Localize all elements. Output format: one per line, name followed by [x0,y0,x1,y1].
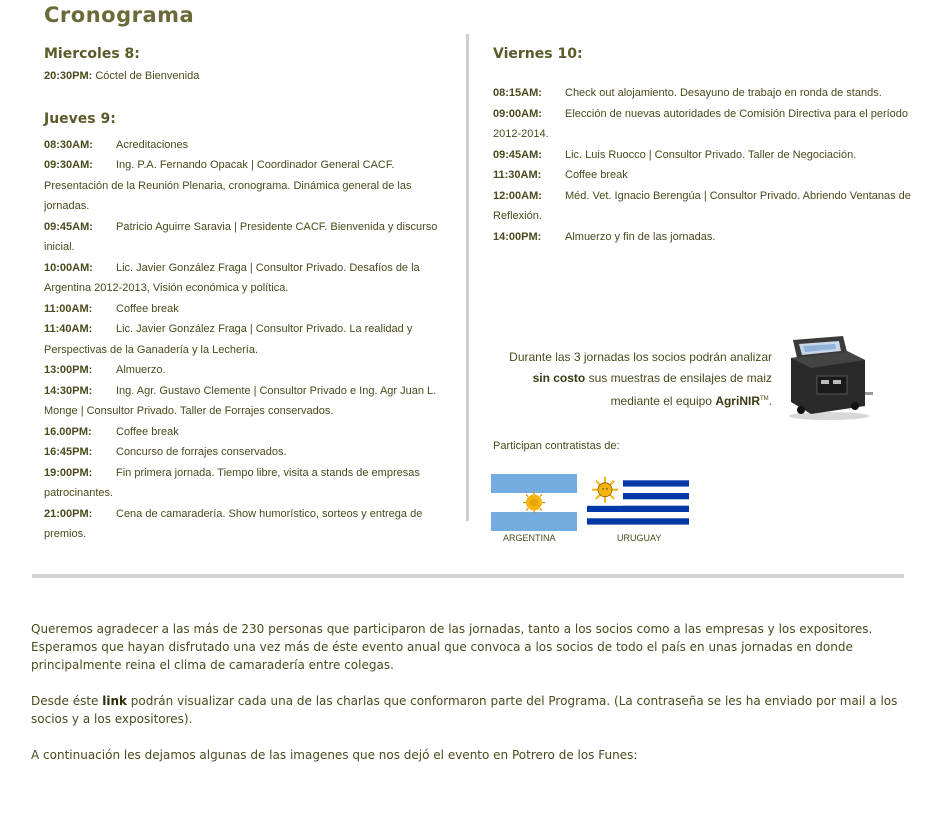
promo-bold-free: sin costo [532,371,586,385]
entry-time: 13:00PM: [44,364,93,376]
promo-end: . [768,394,772,408]
promo-text-1: Durante las 3 jornadas los socios podrán analizar [509,350,772,364]
schedule-entry [493,145,923,166]
trademark-mark: TM [759,396,769,402]
entry-text: Patricio Aguirre Saravia | Presidente CACF. Bienvenida y discurso inicial. [44,220,438,253]
entry-time: 09:45AM: [493,148,542,161]
entry-text: Check out alojamiento. Desayuno de trabajo en ronda de stands. [565,87,882,99]
agrinir-promo-text [490,347,772,412]
entry-text: Ing. Agr. Gustavo Clemente | Consultor Privado e Ing. Agr Juan L. Monge | Consultor Privado. Taller de Forrajes conservados. [44,384,437,417]
argentina-flag-icon [491,474,577,531]
entry-text: Lic. Javier González Fraga | Consultor Privado. Desafíos de la Argentina 2012-2013, Visión económica y política. [44,261,420,294]
entry-time: 16:45PM: [44,446,93,458]
entry-text: Coffee break [565,169,628,181]
schedule-entry [44,155,444,217]
program-talks-link[interactable]: link [102,694,127,708]
entry-time: 11:40AM: [44,323,93,335]
contractors-label: Participan contratistas de: [493,440,620,452]
schedule-entry [493,165,923,186]
entry-time: 09:00AM: [493,107,542,120]
entry-time: 11:30AM: [493,169,542,181]
entry-time: 10:00AM: [44,261,93,274]
entry-text: Cóctel de Bienvenida [92,70,200,82]
friday-entries [493,83,923,247]
entry-time: 09:30AM: [44,159,93,171]
schedule-entry [44,422,444,443]
entry-text: Almuerzo y fin de las jornadas. [565,230,716,243]
entry-text: Elección de nuevas autoridades de Comisión Directiva para el período 2012-2014. [493,107,909,140]
entry-time: 14:00PM: [493,230,542,243]
schedule-entry [493,186,923,227]
schedule-entry [44,319,444,360]
column-divider [466,34,469,521]
photos-intro-paragraph: A continuación les dejamos algunas de las imagenes que nos dejó el evento en Potrero de los Funes: [31,748,638,762]
schedule-entry [493,83,923,104]
thursday-entries [44,135,444,545]
argentina-label: ARGENTINA [503,533,556,543]
entry-text: Méd. Vet. Ignacio Berengúa | Consultor Privado. Abriendo Ventanas de Reflexión. [493,189,911,222]
agrinir-device-icon [781,336,873,422]
schedule-entry [44,217,444,258]
entry-time: 08:15AM: [493,87,542,99]
schedule-entry [44,299,444,320]
schedule-entry [44,135,444,156]
entry-text: Coffee break [116,425,179,438]
entry-time: 14:30PM: [44,384,93,397]
entry-time: 19:00PM: [44,466,93,479]
schedule-entry [493,227,923,248]
schedule-left-column [44,42,444,545]
schedule-entry [44,258,444,299]
entry-time: 09:45AM: [44,220,93,233]
schedule-entry [44,504,444,545]
entry-text: Ing. P.A. Fernando Opacak | Coordinador General CACF. Presentación de la Reunión Plenaria, cronograma. Dinámica general de las jornadas. [44,159,412,212]
entry-time: 21:00PM: [44,507,93,520]
schedule-entry [493,104,923,145]
page-title: Cronograma [44,3,195,27]
schedule-right-column [493,42,923,247]
promo-brand: AgriNIR [715,394,760,408]
section-divider [32,574,904,578]
schedule-entry [44,360,444,381]
hope-paragraph: Esperamos que hayan disfrutado una vez más de éste evento anual que convoca a los socios de todo el país en unas jornadas en donde principalmente reina el clima de camaradería entre colegas. [31,640,853,672]
link-paragraph-post: podrán visualizar cada una de las charlas que conformaron parte del Programa. (La contraseña se les ha enviado por mail a los socios y a los expositores). [31,694,898,726]
entry-time: 16.00PM: [44,425,92,438]
entry-text: Lic. Javier González Fraga | Consultor Privado. La realidad y Perspectivas de la Ganadería y la Lechería. [44,323,413,356]
entry-text: Acreditaciones [116,138,189,151]
entry-text: Cena de camaradería. Show humorístico, sorteos y entrega de premios. [44,507,423,540]
link-paragraph [31,692,901,728]
uruguay-flag-icon [587,474,689,531]
entry-text: Concurso de forrajes conservados. [116,446,287,458]
entry-text: Lic. Luis Ruocco | Consultor Privado. Taller de Negociación. [565,148,857,161]
schedule-entry [44,66,444,87]
schedule-entry [44,381,444,422]
promo-text-2: sus muestras de ensilajes de maiz mediante el equipo [585,371,772,408]
entry-text: Coffee break [116,302,179,315]
day-heading-wednesday: Miercoles 8: [44,46,140,62]
uruguay-label: URUGUAY [617,533,662,543]
day-heading-friday: Viernes 10: [493,46,583,62]
schedule-entry [44,463,444,504]
thanks-paragraph: Queremos agradecer a las más de 230 personas que participaron de las jornadas, tanto a los socios como a las empresas y los expositores. [31,622,873,636]
entry-time: 11:00AM: [44,302,93,315]
entry-time: 08:30AM: [44,138,93,151]
entry-text: Almuerzo. [116,364,166,376]
entry-time: 12:00AM: [493,189,542,202]
schedule-entry [44,442,444,463]
closing-text [31,620,901,764]
day-heading-thursday: Jueves 9: [44,110,116,127]
link-paragraph-pre: Desde éste [31,694,103,708]
entry-time: 20:30PM: [44,70,93,82]
entry-text: Fin primera jornada. Tiempo libre, visita a stands de empresas patrocinantes. [44,466,420,499]
